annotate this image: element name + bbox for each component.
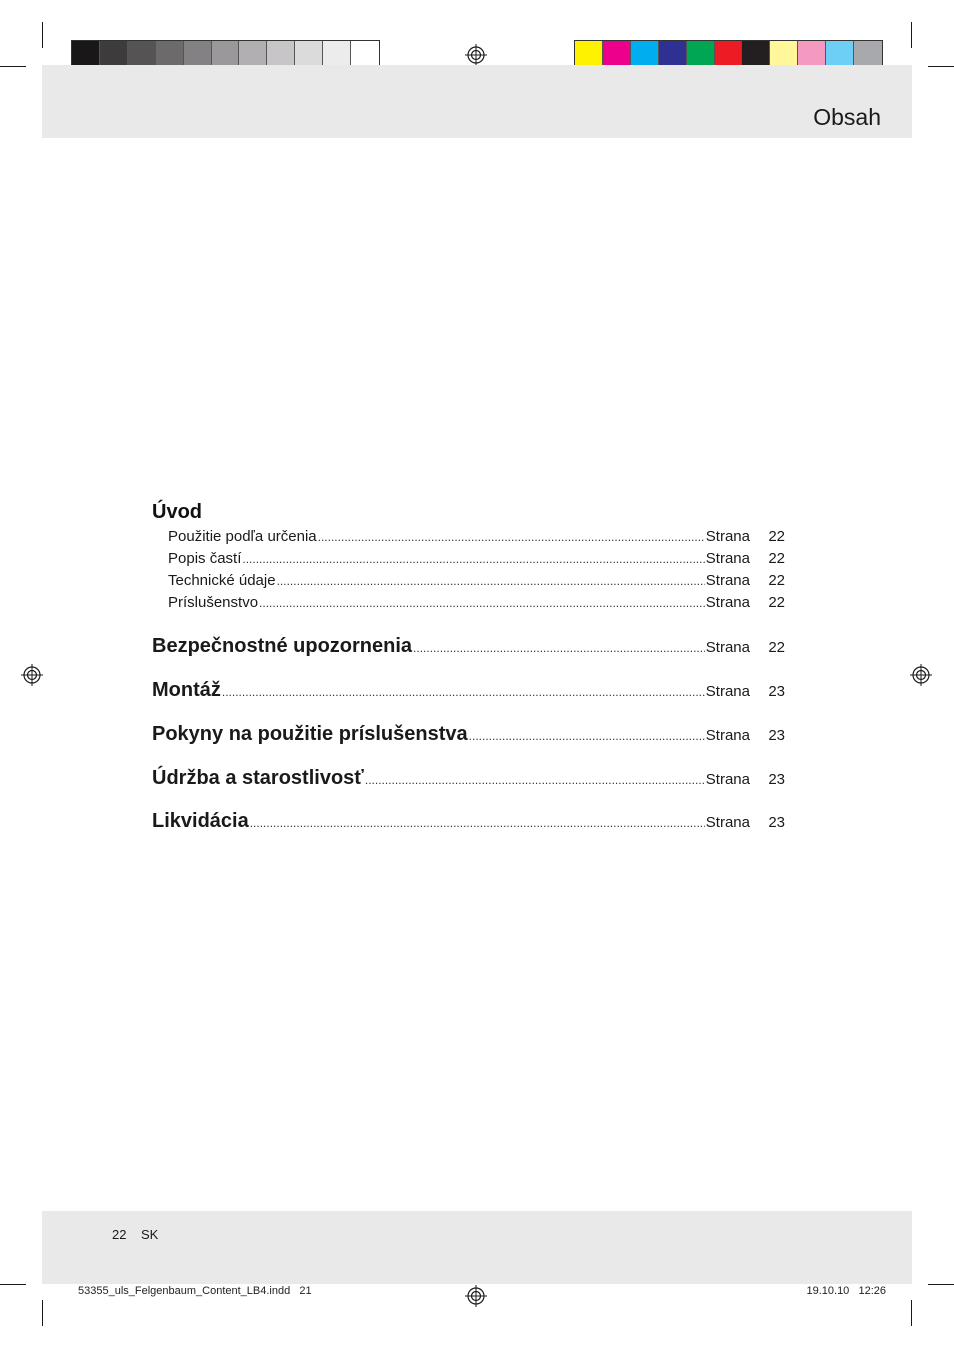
slug-filename: 53355_uls_Felgenbaum_Content_LB4.indd 21	[78, 1285, 312, 1297]
registration-mark-icon	[21, 664, 43, 686]
crop-mark	[0, 66, 26, 67]
color-swatch	[212, 41, 240, 68]
crop-mark	[42, 1300, 43, 1326]
color-swatch	[826, 41, 854, 68]
page-title: Obsah	[813, 104, 881, 130]
header-band	[42, 65, 912, 138]
toc-main-item: Montáž ..... Strana 23	[152, 679, 785, 699]
registration-mark-icon	[465, 44, 487, 66]
color-swatch	[128, 41, 156, 68]
dot-leader	[277, 574, 705, 588]
color-swatch	[659, 41, 687, 68]
color-swatch	[295, 41, 323, 68]
dot-leader	[222, 685, 705, 699]
color-swatch	[715, 41, 743, 68]
color-swatch	[687, 41, 715, 68]
dot-leader	[365, 773, 705, 787]
color-swatch	[603, 41, 631, 68]
toc-main-item: Údržba a starostlivosť ..... Strana 23	[152, 767, 785, 787]
toc-heading-intro: Úvod	[152, 501, 202, 523]
color-swatch	[631, 41, 659, 68]
slug-date: 19.10.10 12:26	[806, 1285, 886, 1297]
dot-leader	[318, 530, 705, 544]
color-swatch	[770, 41, 798, 68]
crop-mark	[42, 22, 43, 48]
color-swatch	[184, 41, 212, 68]
crop-mark	[928, 1284, 954, 1285]
language-code: SK	[141, 1227, 159, 1242]
toc-sub-item: Príslušenstvo ..... Strana 22	[168, 594, 785, 614]
color-swatch	[575, 41, 603, 68]
color-swatch	[156, 41, 184, 68]
color-swatch	[267, 41, 295, 68]
color-swatch	[742, 41, 770, 68]
color-swatch	[239, 41, 267, 68]
dot-leader	[469, 729, 705, 743]
footer-band	[42, 1211, 912, 1284]
crop-mark	[911, 1300, 912, 1326]
color-swatch	[100, 41, 128, 68]
color-swatch	[72, 41, 100, 68]
color-swatch	[798, 41, 826, 68]
toc-sub-item: Technické údaje ..... Strana 22	[168, 572, 785, 592]
toc-main-item: Likvidácia ..... Strana 23	[152, 810, 785, 830]
toc-main-item: Bezpečnostné upozornenia ..... Strana 22	[152, 635, 785, 655]
color-swatch	[323, 41, 351, 68]
dot-leader	[242, 552, 704, 566]
crop-mark	[0, 1284, 26, 1285]
color-swatch	[351, 41, 379, 68]
registration-mark-icon	[910, 664, 932, 686]
toc-sub-item: Použitie podľa určenia ..... Strana 22	[168, 528, 785, 548]
crop-mark	[928, 66, 954, 67]
color-swatch	[854, 41, 882, 68]
dot-leader	[259, 596, 705, 610]
dot-leader	[413, 641, 705, 655]
toc-sub-item: Popis častí ..... Strana 22	[168, 550, 785, 570]
dot-leader	[250, 816, 705, 830]
crop-mark	[911, 22, 912, 48]
toc-main-item: Pokyny na použitie príslušenstva ..... Strana 23	[152, 723, 785, 743]
registration-mark-icon	[465, 1285, 487, 1307]
page-number: 22	[112, 1227, 127, 1242]
